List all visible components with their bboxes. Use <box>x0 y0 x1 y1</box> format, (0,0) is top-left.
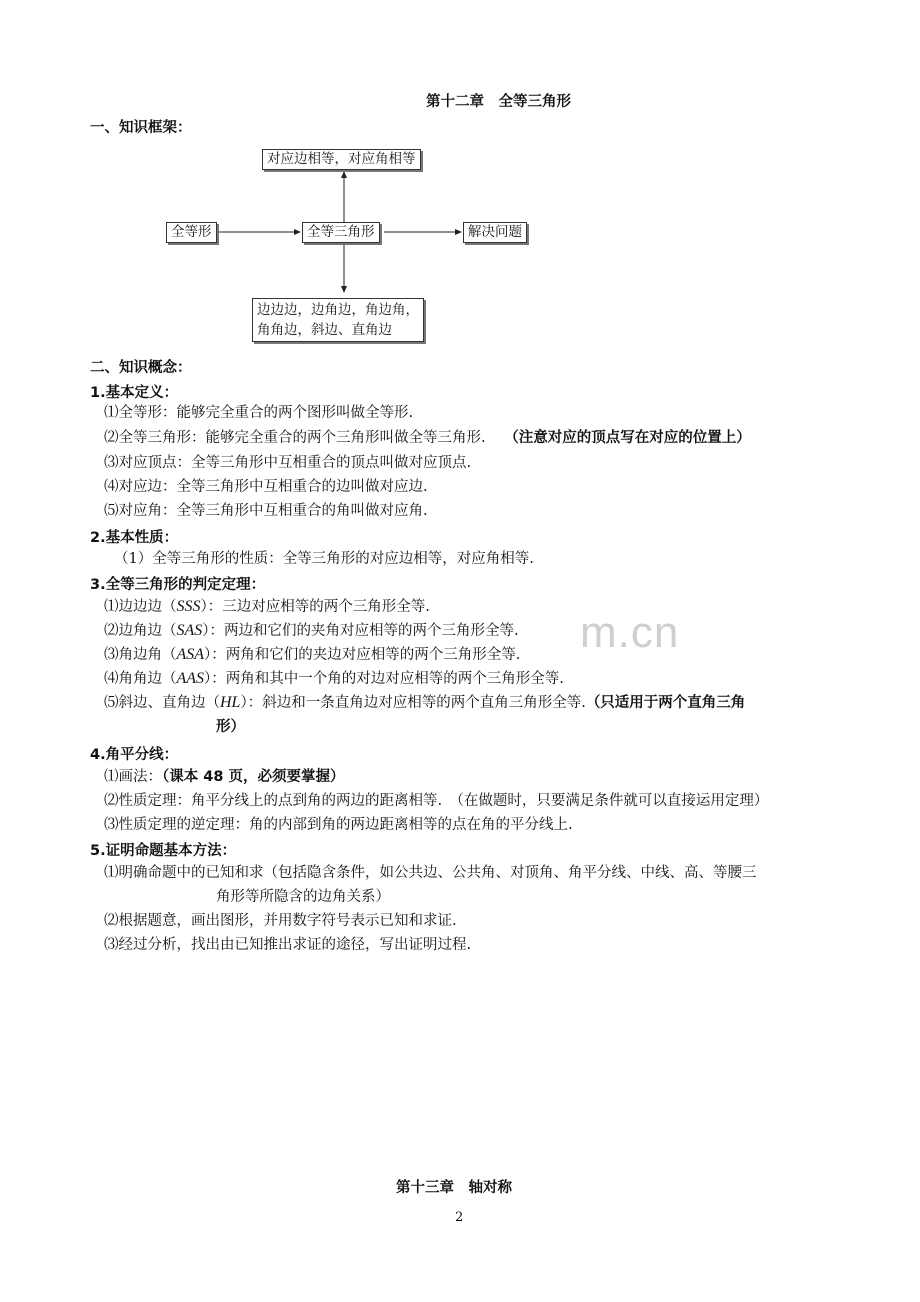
criteria-label: ⑶角边角（ <box>104 647 177 663</box>
criteria-text: ）：两角和其中一个角的对边对应相等的两个三角形全等. <box>204 671 564 687</box>
box-congruent-triangle: 全等三角形 <box>302 222 380 243</box>
definition-item: ⑴全等形：能够完全重合的两个图形叫做全等形. <box>104 405 414 421</box>
chapter-title: 第十二章 全等三角形 <box>426 94 571 110</box>
property-item: （1）全等三角形的性质：全等三角形的对应边相等，对应角相等. <box>114 551 534 567</box>
bisector-note: （课本 48 页，必须要掌握） <box>162 769 345 785</box>
proof-item: ⑴明确命题中的已知和求（包括隐含条件，如公共边、公共角、对顶角、角平分线、中线、高、等腰三 <box>104 865 757 881</box>
criteria-label: ⑷角角边（ <box>104 671 177 687</box>
criteria-item-sas <box>104 621 519 641</box>
criteria-item-hl <box>104 693 745 713</box>
criteria-text: ）：斜边和一条直角边对应相等的两个直角三角形全等. <box>240 695 586 711</box>
proof-item-continued: 角形等所隐含的边角关系） <box>216 889 390 905</box>
criteria-text: ）：两角和它们的夹边对应相等的两个三角形全等. <box>204 647 521 663</box>
definition-item: ⑶对应顶点：全等三角形中互相重合的顶点叫做对应顶点. <box>104 455 472 471</box>
box-solve-problem: 解决问题 <box>463 222 527 243</box>
subheading-basic-definitions: 1.基本定义： <box>90 385 179 401</box>
criteria-item-asa <box>104 645 520 665</box>
box-criteria <box>252 298 424 342</box>
criteria-label: ⑵边角边（ <box>104 623 177 639</box>
criteria-item-aas <box>104 669 564 689</box>
box-corresponding-equal: 对应边相等，对应角相等 <box>262 149 421 170</box>
criteria-text: ）：三边对应相等的两个三角形全等. <box>200 599 430 615</box>
subheading-angle-bisector: 4.角平分线： <box>90 747 179 763</box>
page-number: 2 <box>455 1210 464 1225</box>
bisector-item <box>104 767 345 787</box>
subheading-criteria: 3.全等三角形的判定定理： <box>90 577 266 593</box>
definition-item: ⑸对应角：全等三角形中互相重合的角叫做对应角. <box>104 503 428 519</box>
definition-note: （注意对应的顶点写在对应的位置上） <box>504 430 751 446</box>
definition-text: ⑵全等三角形：能够完全重合的两个三角形叫做全等三角形. <box>104 430 486 446</box>
criteria-item-sss <box>104 597 430 617</box>
bisector-label: ⑴画法： <box>104 769 162 785</box>
criteria-label: ⑸斜边、直角边（ <box>104 695 220 711</box>
box-congruent-figure: 全等形 <box>166 222 217 243</box>
criteria-abbr: ASA <box>176 646 205 663</box>
section-heading-concepts: 二、知识概念： <box>90 360 192 376</box>
criteria-abbr: SAS <box>176 622 203 639</box>
proof-item: ⑵根据题意，画出图形，并用数字符号表示已知和求证. <box>104 913 457 929</box>
box-criteria-line-1: 边边边，边角边，角边角， <box>257 302 419 318</box>
subheading-proof-methods: 5.证明命题基本方法： <box>90 843 237 859</box>
diagram-arrows <box>0 0 920 360</box>
section-heading-framework: 一、知识框架： <box>90 120 192 136</box>
criteria-text: ）：两边和它们的夹角对应相等的两个三角形全等. <box>202 623 519 639</box>
criteria-abbr: SSS <box>176 598 201 615</box>
chapter-title-next: 第十三章 轴对称 <box>396 1180 512 1196</box>
definition-item: ⑷对应边：全等三角形中互相重合的边叫做对应边. <box>104 479 428 495</box>
criteria-note: （只适用于两个直角三角 <box>585 695 746 711</box>
subheading-basic-properties: 2.基本性质： <box>90 530 179 546</box>
criteria-label: ⑴边边边（ <box>104 599 177 615</box>
bisector-item: ⑶性质定理的逆定理：角的内部到角的两边距离相等的点在角的平分线上. <box>104 817 573 833</box>
criteria-note-continued: 形） <box>216 719 245 735</box>
watermark: m.cn <box>580 608 680 657</box>
criteria-abbr: HL <box>220 694 241 711</box>
criteria-abbr: AAS <box>176 670 205 687</box>
box-criteria-line-2: 角角边，斜边、直角边 <box>257 322 392 338</box>
bisector-item: ⑵性质定理：角平分线上的点到角的两边的距离相等. （在做题时，只要满足条件就可以直接运用定理） <box>104 793 769 809</box>
proof-item: ⑶经过分析，找出由已知推出求证的途径，写出证明过程. <box>104 937 472 953</box>
definition-item <box>104 428 751 448</box>
